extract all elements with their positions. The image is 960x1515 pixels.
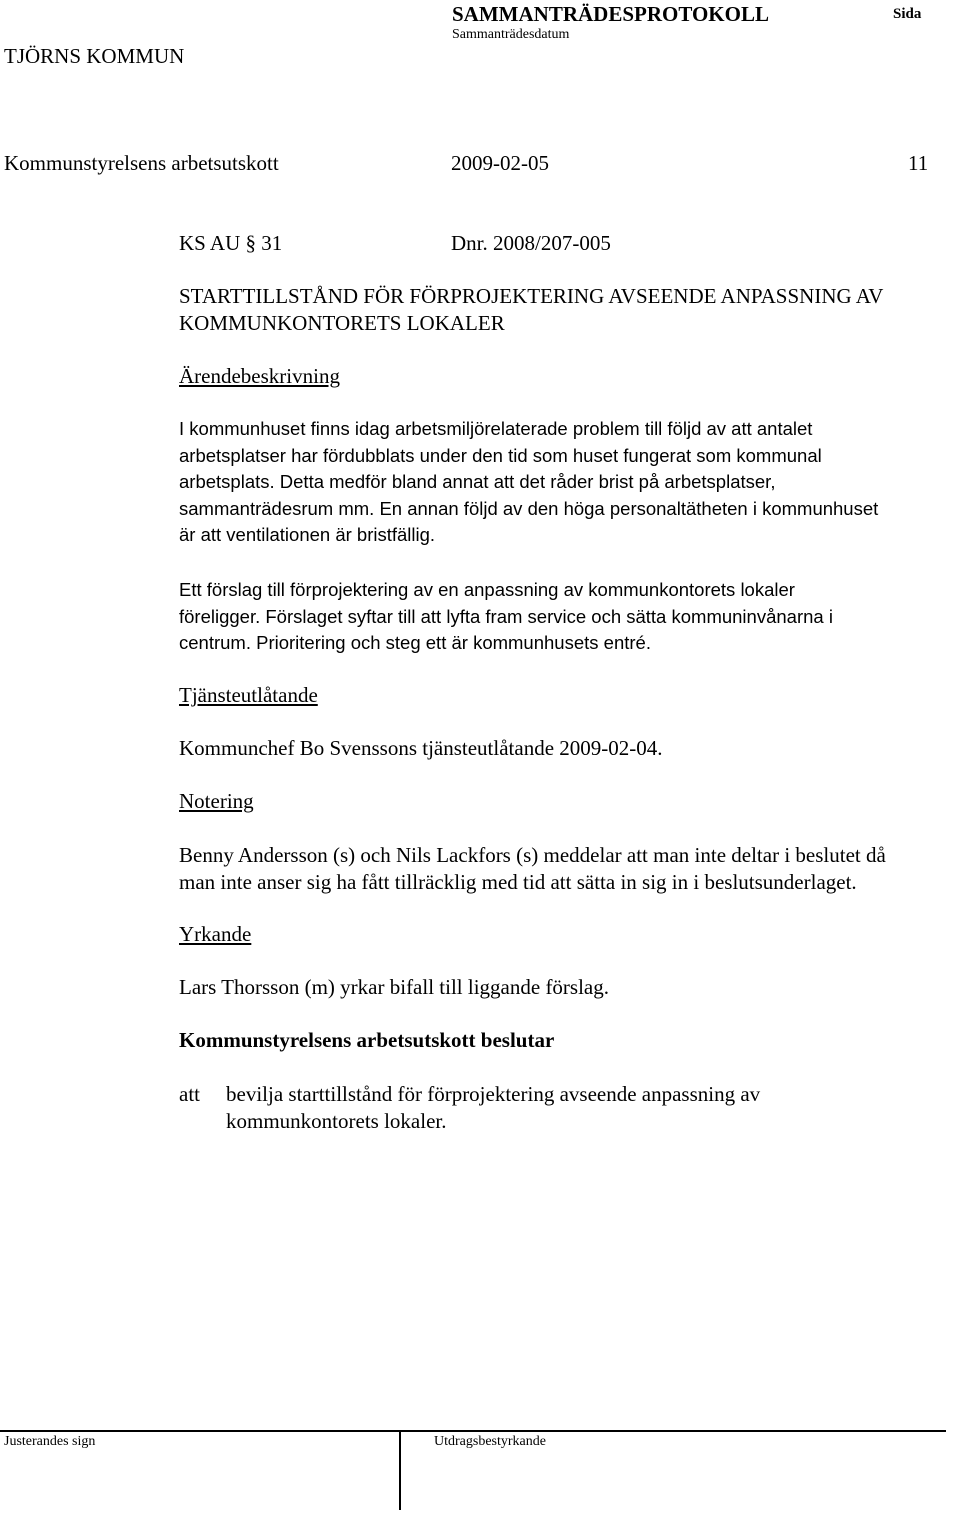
page-label: Sida	[893, 6, 922, 22]
section-heading-notering: Notering	[179, 789, 254, 813]
decision-text	[226, 1081, 760, 1135]
paragraph-line: föreligger. Förslaget syftar till att lyfta fram service och sätta kommuninvånarna i	[179, 605, 833, 627]
decision-line: bevilja starttillstånd för förprojektering avseende anpassning av	[226, 1082, 761, 1106]
meeting-date-label: Sammanträdesdatum	[452, 27, 570, 42]
paragraph-line: Ett förslag till förprojektering av en anpassning av kommunkontorets lokaler	[179, 579, 795, 600]
signature-label: Justerandes sign	[4, 1434, 96, 1449]
section-heading-arendebeskrivning: Ärendebeskrivning	[179, 364, 340, 388]
extract-certification-label: Utdragsbestyrkande	[434, 1434, 546, 1449]
paragraph-line: är att ventilationen är bristfällig.	[179, 524, 436, 545]
meeting-date: 2009-02-05	[451, 151, 549, 175]
tjansteutlatande-text: Kommunchef Bo Svenssons tjänsteutlåtande 2009-02-04.	[179, 736, 663, 760]
case-title-line: STARTTILLSTÅND FÖR FÖRPROJEKTERING AVSEENDE ANPASSNING AV	[179, 284, 884, 308]
case-number: KS AU § 31	[179, 231, 283, 255]
arende-paragraph-2	[179, 577, 833, 657]
diary-number: Dnr. 2008/207-005	[451, 231, 611, 255]
case-title	[179, 283, 883, 337]
arende-paragraph-1	[179, 416, 878, 549]
committee-name: Kommunstyrelsens arbetsutskott	[4, 151, 279, 175]
yrkande-text: Lars Thorsson (m) yrkar bifall till liggande förslag.	[179, 975, 610, 999]
decision-att: att	[179, 1082, 200, 1106]
section-heading-yrkande: Yrkande	[179, 922, 252, 946]
paragraph-line: I kommunhuset finns idag arbetsmiljörelaterade problem till följd av att antalet	[179, 418, 813, 439]
page-number: 11	[908, 151, 929, 175]
paragraph-line: centrum. Prioritering och steg ett är kommunhusets entré.	[179, 632, 651, 653]
decision-line: kommunkontorets lokaler.	[226, 1109, 447, 1133]
paragraph-line: Benny Andersson (s) och Nils Lackfors (s) meddelar att man inte deltar i beslutet då	[179, 843, 886, 867]
document-type-title: SAMMANTRÄDESPROTOKOLL	[452, 2, 769, 26]
paragraph-line: sammanträdesrum mm. En annan följd av den höga personaltätheten i kommunhuset	[179, 497, 879, 519]
footer-rule	[0, 1430, 946, 1432]
paragraph-line: arbetsplats. Detta medför bland annat att det råder brist på arbetsplatser,	[179, 471, 776, 492]
section-heading-tjansteutlatande: Tjänsteutlåtande	[179, 683, 318, 707]
footer-divider	[399, 1430, 401, 1510]
paragraph-line: man inte anser sig ha fått tillräcklig med tid att sätta in sig in i beslutsunderlaget.	[179, 870, 857, 894]
decision-heading: Kommunstyrelsens arbetsutskott beslutar	[179, 1028, 555, 1052]
paragraph-line: arbetsplatser har fördubblats under den tid som huset fungerat som kommunal	[179, 444, 822, 466]
organization-name: TJÖRNS KOMMUN	[4, 44, 185, 68]
case-title-line: KOMMUNKONTORETS LOKALER	[179, 311, 505, 335]
notering-paragraph	[179, 842, 886, 896]
